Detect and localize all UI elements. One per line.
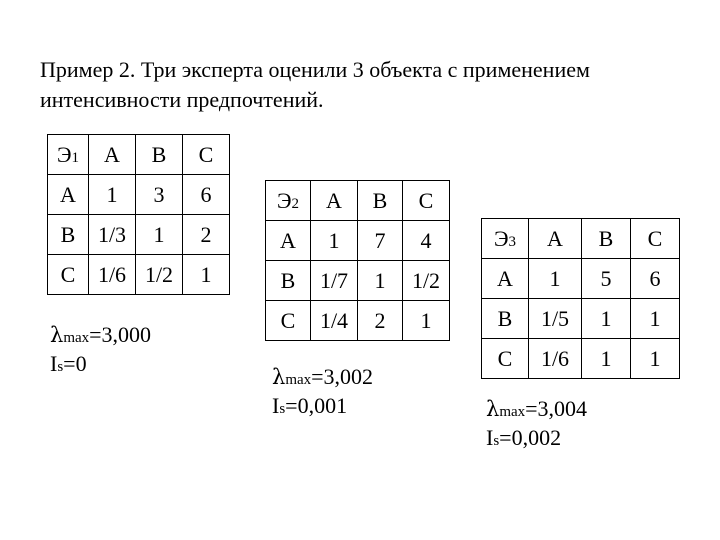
lambda-value: =3,002	[311, 364, 374, 389]
lambda-max-line	[272, 364, 373, 393]
matrix-cell: 1	[89, 175, 136, 215]
lambda-sub: max	[285, 372, 312, 388]
matrix-cell: 2	[358, 301, 403, 341]
matrix-cell: 2	[183, 215, 230, 255]
header-cell: C	[403, 181, 450, 221]
header-cell: B	[582, 219, 631, 259]
is-value: =0	[63, 351, 87, 376]
row-label-cell: C	[48, 255, 89, 295]
matrix-cell: 1/2	[136, 255, 183, 295]
matrix-row	[482, 259, 680, 299]
row-label-cell: B	[266, 261, 311, 301]
matrix-row	[48, 255, 230, 295]
matrix-cell: 1	[403, 301, 450, 341]
matrix-row	[482, 339, 680, 379]
matrix-header-row	[48, 135, 230, 175]
matrix-row	[266, 221, 450, 261]
is-sub: s	[279, 401, 286, 417]
matrix-cell: 1	[311, 221, 358, 261]
matrix-row	[48, 175, 230, 215]
matrix-row	[266, 261, 450, 301]
matrix-cell: 7	[358, 221, 403, 261]
expert-3-matrix	[481, 218, 680, 379]
title-line-2: интенсивности предпочтений.	[40, 87, 324, 112]
is-line	[272, 393, 373, 422]
matrix-cell: 1	[582, 339, 631, 379]
is-value: =0,002	[499, 425, 562, 450]
is-sub: s	[493, 433, 500, 449]
matrix-header-row	[482, 219, 680, 259]
header-cell: A	[529, 219, 582, 259]
expert-label-sub: 1	[71, 149, 80, 166]
is-line	[486, 425, 587, 454]
is-label: I	[272, 393, 280, 418]
matrix-cell: 1	[631, 299, 680, 339]
lambda-symbol: λ	[272, 365, 286, 389]
matrix-cell: 1	[358, 261, 403, 301]
header-cell: B	[358, 181, 403, 221]
row-label-cell: A	[266, 221, 311, 261]
expert-label-sub: 2	[291, 195, 300, 212]
matrix-cell: 1	[136, 215, 183, 255]
header-cell: A	[311, 181, 358, 221]
lambda-sub: max	[63, 330, 90, 346]
row-label-cell: A	[482, 259, 529, 299]
header-cell: C	[631, 219, 680, 259]
title-line-1: Пример 2. Три эксперта оценили 3 объекта с применением	[40, 57, 590, 82]
matrix-cell: 1/6	[89, 255, 136, 295]
matrix-cell: 1	[582, 299, 631, 339]
is-label: I	[486, 425, 494, 450]
lambda-sub: max	[499, 404, 526, 420]
matrix-cell: 4	[403, 221, 450, 261]
expert-label-cell	[266, 181, 311, 221]
matrix-cell: 1	[529, 259, 582, 299]
expert-1-metrics	[50, 322, 151, 380]
is-value: =0,001	[285, 393, 348, 418]
lambda-symbol: λ	[486, 397, 500, 421]
matrix-cell: 1/2	[403, 261, 450, 301]
matrix-cell: 1/7	[311, 261, 358, 301]
matrix-cell: 6	[631, 259, 680, 299]
matrix-cell: 1/4	[311, 301, 358, 341]
matrix-cell: 3	[136, 175, 183, 215]
header-cell: B	[136, 135, 183, 175]
is-label: I	[50, 351, 58, 376]
matrix-cell: 6	[183, 175, 230, 215]
is-sub: s	[57, 359, 64, 375]
lambda-max-line	[486, 396, 587, 425]
lambda-max-line	[50, 322, 151, 351]
row-label-cell: A	[48, 175, 89, 215]
expert-label-cell	[482, 219, 529, 259]
matrix-row	[48, 215, 230, 255]
lambda-value: =3,004	[525, 396, 588, 421]
matrix-cell: 1/5	[529, 299, 582, 339]
expert-3-metrics	[486, 396, 587, 454]
matrix-row	[482, 299, 680, 339]
row-label-cell: C	[482, 339, 529, 379]
expert-label: Э	[493, 225, 509, 251]
expert-label-sub: 3	[508, 233, 517, 250]
expert-label: Э	[56, 141, 72, 167]
slide-title	[40, 55, 700, 115]
matrix-row	[266, 301, 450, 341]
header-cell: C	[183, 135, 230, 175]
matrix-cell: 1/6	[529, 339, 582, 379]
matrix-cell: 1	[631, 339, 680, 379]
expert-2-metrics	[272, 364, 373, 422]
expert-1-matrix	[47, 134, 230, 295]
row-label-cell: B	[482, 299, 529, 339]
expert-label-cell	[48, 135, 89, 175]
expert-2-matrix	[265, 180, 450, 341]
matrix-cell: 1/3	[89, 215, 136, 255]
matrix-cell: 5	[582, 259, 631, 299]
lambda-value: =3,000	[89, 322, 152, 347]
lambda-symbol: λ	[50, 323, 64, 347]
row-label-cell: B	[48, 215, 89, 255]
matrix-cell: 1	[183, 255, 230, 295]
row-label-cell: C	[266, 301, 311, 341]
header-cell: A	[89, 135, 136, 175]
matrix-header-row	[266, 181, 450, 221]
expert-label: Э	[276, 187, 292, 213]
is-line	[50, 351, 151, 380]
